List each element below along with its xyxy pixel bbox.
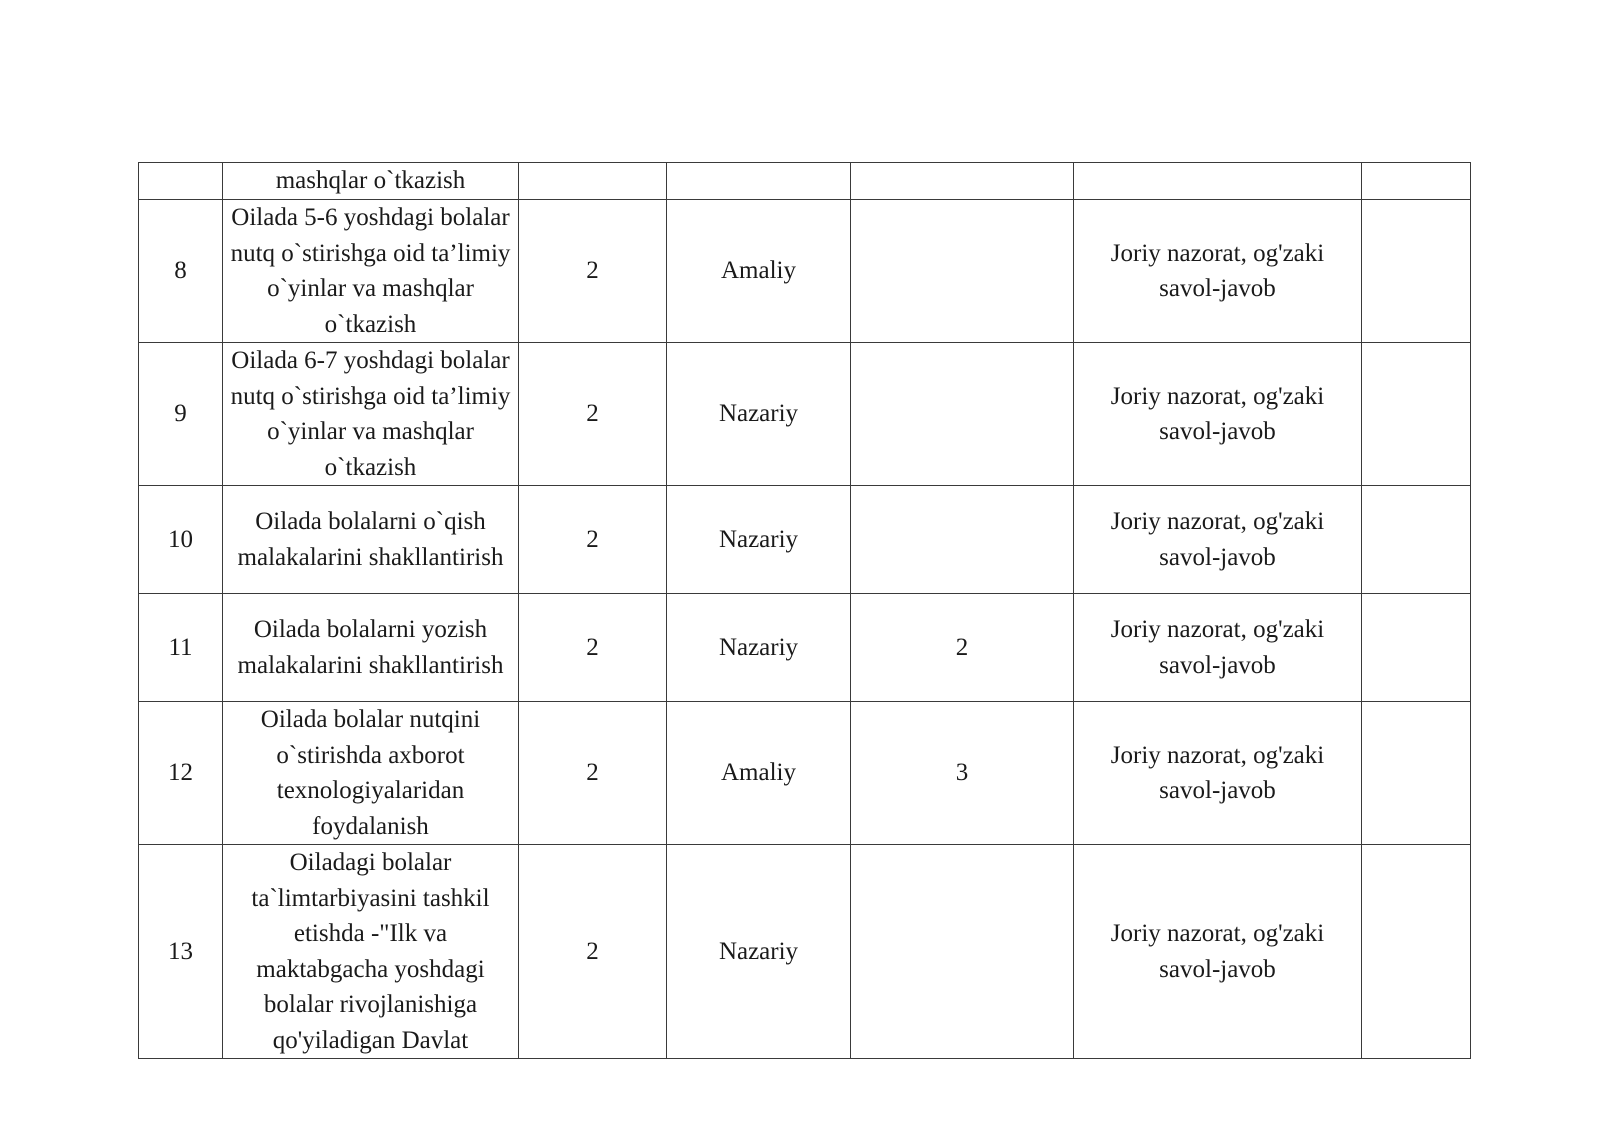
cell-extra-hours: 3 [851,702,1074,845]
table-row [139,594,1471,702]
cell-note [1362,845,1471,1059]
table-row [139,163,1471,200]
cell-topic: Oilada 6-7 yoshdagi bolalar nutq o`stirishga oid ta’limiy o`yinlar va mashqlar o`tkazish [223,343,519,486]
table-row [139,702,1471,845]
cell-control-form [1074,163,1362,200]
cell-extra-hours [851,200,1074,343]
cell-lesson-type: Nazariy [667,594,851,702]
cell-topic: Oilada bolalarni o`qish malakalarini shakllantirish [223,486,519,594]
cell-note [1362,200,1471,343]
cell-extra-hours: 2 [851,594,1074,702]
cell-control-form: Joriy nazorat, og'zaki savol-javob [1074,343,1362,486]
cell-control-form: Joriy nazorat, og'zaki savol-javob [1074,594,1362,702]
cell-topic: Oiladagi bolalar ta`limtarbiyasini tashkil etishda -"Ilk va maktabgacha yoshdagi bolalar rivojlanishiga qo'yiladigan Davlat [223,845,519,1059]
cell-note [1362,702,1471,845]
cell-lesson-type: Nazariy [667,343,851,486]
cell-hours: 2 [519,702,667,845]
cell-lesson-type: Nazariy [667,486,851,594]
table-row [139,845,1471,1059]
cell-number: 9 [139,343,223,486]
cell-control-form: Joriy nazorat, og'zaki savol-javob [1074,486,1362,594]
cell-topic: Oilada bolalar nutqini o`stirishda axborot texnologiyalaridan foydalanish [223,702,519,845]
cell-note [1362,343,1471,486]
cell-hours: 2 [519,594,667,702]
cell-number: 8 [139,200,223,343]
cell-topic: Oilada bolalarni yozish malakalarini shakllantirish [223,594,519,702]
cell-topic: Oilada 5-6 yoshdagi bolalar nutq o`stirishga oid ta’limiy o`yinlar va mashqlar o`tkazish [223,200,519,343]
cell-hours: 2 [519,343,667,486]
cell-extra-hours [851,163,1074,200]
cell-number: 11 [139,594,223,702]
cell-number: 12 [139,702,223,845]
table-row [139,486,1471,594]
cell-hours: 2 [519,845,667,1059]
cell-extra-hours [851,845,1074,1059]
cell-control-form: Joriy nazorat, og'zaki savol-javob [1074,200,1362,343]
cell-extra-hours [851,486,1074,594]
cell-lesson-type [667,163,851,200]
cell-lesson-type: Nazariy [667,845,851,1059]
table-row [139,200,1471,343]
cell-hours: 2 [519,486,667,594]
cell-extra-hours [851,343,1074,486]
cell-lesson-type: Amaliy [667,702,851,845]
table-row [139,343,1471,486]
cell-control-form: Joriy nazorat, og'zaki savol-javob [1074,845,1362,1059]
cell-lesson-type: Amaliy [667,200,851,343]
cell-hours: 2 [519,200,667,343]
cell-hours [519,163,667,200]
cell-note [1362,163,1471,200]
curriculum-table [138,162,1471,1059]
cell-number: 10 [139,486,223,594]
cell-control-form: Joriy nazorat, og'zaki savol-javob [1074,702,1362,845]
cell-note [1362,594,1471,702]
cell-number [139,163,223,200]
cell-topic: mashqlar o`tkazish [223,163,519,200]
cell-note [1362,486,1471,594]
cell-number: 13 [139,845,223,1059]
